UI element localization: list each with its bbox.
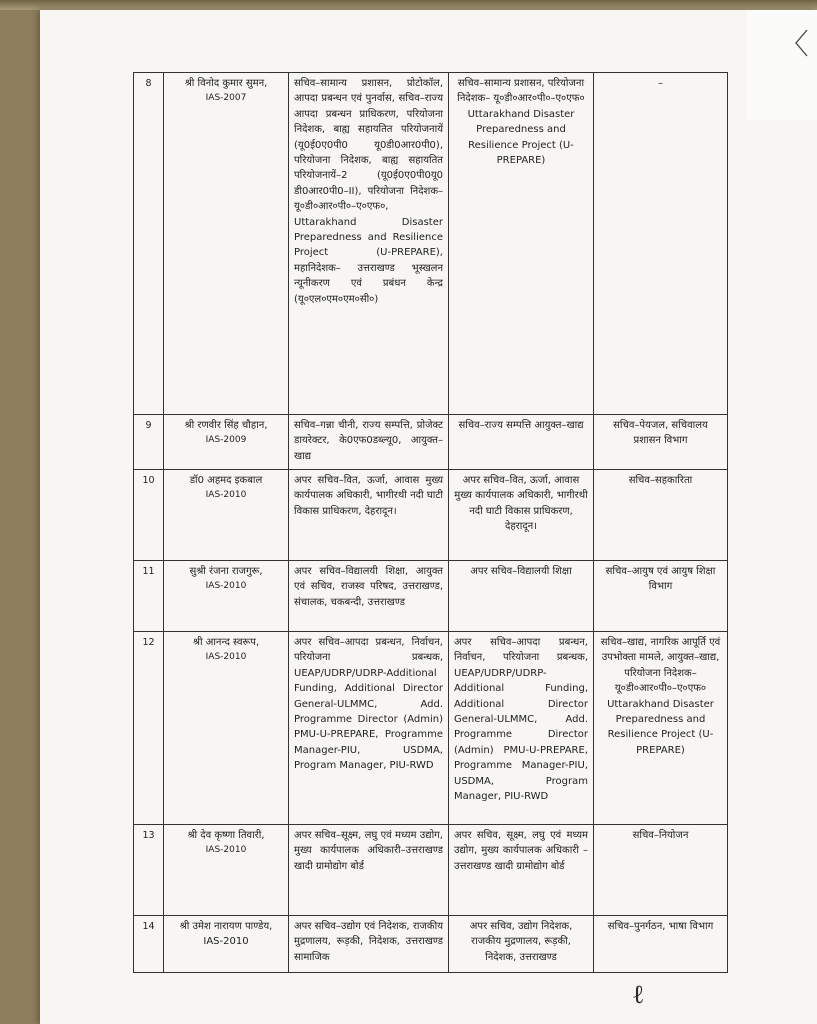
serial-number: 13 xyxy=(134,825,164,916)
retained-posting: अपर सचिव–विद्यालयी शिक्षा xyxy=(449,561,594,632)
new-posting: – xyxy=(594,73,728,415)
officer-name-cell xyxy=(164,632,289,825)
retained-posting: अपर सचिव, सूक्ष्म, लघु एवं मध्यम उद्योग, मुख्य कार्यपालक अधिकारी –उत्तराखण्ड खादी ग्रामोद्योग बोर्ड xyxy=(449,825,594,916)
serial-number: 8 xyxy=(134,73,164,415)
table-row xyxy=(134,632,728,825)
service-batch: IAS-2010 xyxy=(205,490,247,501)
officer-name: सुश्री रंजना राजगुरू, xyxy=(189,566,263,577)
retained-posting: अपर सचिव, उद्योग निदेशक, राजकीय मुद्रणालय, रूड़की, निदेशक, उत्तराखण्ड xyxy=(449,916,594,973)
service-batch: IAS-2009 xyxy=(205,435,247,446)
service-batch: IAS-2010 xyxy=(205,581,247,592)
serial-number: 12 xyxy=(134,632,164,825)
serial-number: 9 xyxy=(134,415,164,470)
officer-name: श्री विनोद कुमार सुमन, xyxy=(184,78,268,89)
current-posting: अपर सचिव–सूक्ष्म, लघु एवं मध्यम उद्योग, मुख्य कार्यपालक अधिकारी–उत्तराखण्ड खादी ग्रामोद्योग बोर्ड xyxy=(289,825,449,916)
new-posting: सचिव–पेयजल, सचिवालय प्रशासन विभाग xyxy=(594,415,728,470)
top-edge xyxy=(0,0,817,10)
chevron-left-icon xyxy=(793,28,809,58)
new-posting: सचिव–आयुष एवं आयुष शिक्षा विभाग xyxy=(594,561,728,632)
serial-number: 11 xyxy=(134,561,164,632)
service-batch: IAS-2007 xyxy=(205,93,247,104)
officer-transfer-table xyxy=(133,72,728,973)
table-row xyxy=(134,470,728,561)
officer-name: श्री उमेश नारायण पाण्डेय, xyxy=(179,921,273,932)
table-row xyxy=(134,916,728,973)
table-row xyxy=(134,415,728,470)
handwritten-page-mark: ℓ xyxy=(632,980,645,1010)
officer-name-cell xyxy=(164,73,289,415)
current-posting: सचिव–गन्ना चीनी, राज्य सम्पत्ति, प्रोजेक्ट डायरेक्टर, के0एफ0डब्ल्यू0, आयुक्त–खाद्य xyxy=(289,415,449,470)
new-posting: सचिव–नियोजन xyxy=(594,825,728,916)
officer-name-cell xyxy=(164,470,289,561)
current-posting: अपर सचिव–आपदा प्रबन्धन, निर्वाचन, परियोजना प्रबन्धक, UEAP/UDRP/UDRP-Additional Funding, Additional Director General-ULMMC, Add. Programme Director (Admin) PMU-U-PREPARE, Programme Manager-PIU, USDMA, Program Manager, PIU-RWD xyxy=(289,632,449,825)
service-batch: IAS-2010 xyxy=(205,652,247,663)
officer-name: श्री रणवीर सिंह चौहान, xyxy=(184,420,268,431)
current-posting: सचिव–सामान्य प्रशासन, प्रोटोकॉल, आपदा प्रबन्धन एवं पुनर्वास, सचिव–राज्य आपदा प्रबन्धन प्राधिकरण, परियोजना निदेशक, बाह्य सहायतित परियोजनायें (यू0ई0ए0पी0 यू0डी0आर0पी0), परियोजना निदेशक, बाह्य सहायतित परियोजनायें–2 (यू0ई0ए0पी0यू0 डी0आर0पी0–II), परियोजना निदेशक–यू०डी०आर०पी०–ए०एफ०, Uttarakhand Disaster Preparedness and Resilience Project (U-PREPARE), महानिदेशक– उत्तराखण्ड भूस्खलन न्यूनीकरण एवं प्रबंधन केन्द्र (यू०एल०एम०एम०सी०) xyxy=(289,73,449,415)
officer-name-cell xyxy=(164,916,289,973)
current-posting: अपर सचिव–विद्यालयी शिक्षा, आयुक्त एवं सचिव, राजस्व परिषद, उत्तराखण्ड, संचालक, चकबन्दी, उत्तराखण्ड xyxy=(289,561,449,632)
page-curl xyxy=(747,10,817,120)
new-posting: सचिव–पुनर्गठन, भाषा विभाग xyxy=(594,916,728,973)
service-batch: IAS-2010 xyxy=(203,936,249,948)
officer-name-cell xyxy=(164,825,289,916)
new-posting: सचिव–खाद्य, नागरिक आपूर्ति एवं उपभोक्ता मामले, आयुक्त–खाद्य, परियोजना निदेशक– यू०डी०आर०पी०–ए०एफ० Uttarakhand Disaster Preparedness and Resilience Project (U-PREPARE) xyxy=(594,632,728,825)
serial-number: 14 xyxy=(134,916,164,973)
table-row xyxy=(134,561,728,632)
retained-posting: सचिव–राज्य सम्पत्ति आयुक्त–खाद्य xyxy=(449,415,594,470)
retained-posting: सचिव–सामान्य प्रशासन, परियोजना निदेशक– यू०डी०आर०पी०–ए०एफ० Uttarakhand Disaster Preparedness and Resilience Project (U-PREPARE) xyxy=(449,73,594,415)
new-posting: सचिव–सहकारिता xyxy=(594,470,728,561)
current-posting: अपर सचिव–वित, ऊर्जा, आवास मुख्य कार्यपालक अधिकारी, भागीरथी नदी घाटी विकास प्राधिकरण, देहरादून। xyxy=(289,470,449,561)
table-row xyxy=(134,825,728,916)
officer-name-cell xyxy=(164,561,289,632)
retained-posting: अपर सचिव–वित, ऊर्जा, आवास मुख्य कार्यपालक अधिकारी, भागीरथी नदी घाटी विकास प्राधिकरण, देहरादून। xyxy=(449,470,594,561)
officer-name: डॉ0 अहमद इकबाल xyxy=(189,475,263,486)
table-row xyxy=(134,73,728,415)
service-batch: IAS-2010 xyxy=(205,845,247,856)
officer-name: श्री आनन्द स्वरूप, xyxy=(192,637,260,648)
current-posting: अपर सचिव–उद्योग एवं निदेशक, राजकीय मुद्रणालय, रूड़की, निदेशक, उत्तराखण्ड सामाजिक xyxy=(289,916,449,973)
officer-name-cell xyxy=(164,415,289,470)
retained-posting: अपर सचिव–आपदा प्रबन्धन, निर्वाचन, परियोजना प्रबन्धक, UEAP/UDRP/UDRP-Additional Funding, Additional Director General-ULMMC, Add. Programme Director (Admin) PMU-U-PREPARE, Programme Manager-PIU, USDMA, Program Manager, PIU-RWD xyxy=(449,632,594,825)
serial-number: 10 xyxy=(134,470,164,561)
officer-name: श्री देव कृष्णा तिवारी, xyxy=(187,830,265,841)
